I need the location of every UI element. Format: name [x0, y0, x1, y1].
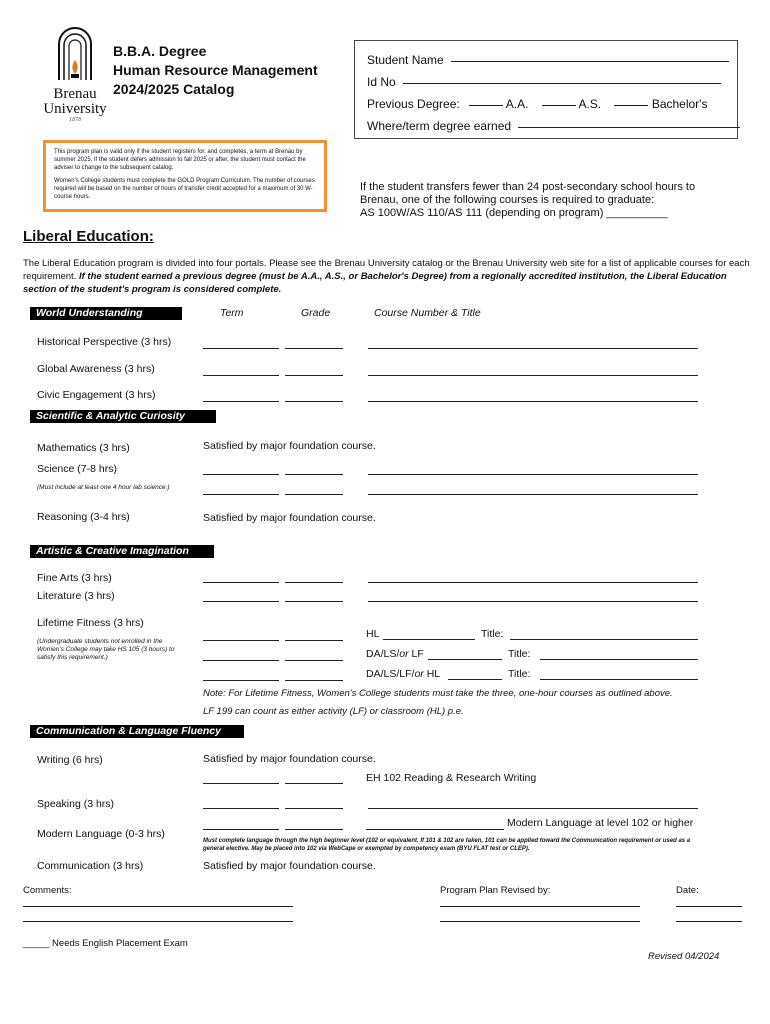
portal-artistic-imagination: Artistic & Creative Imagination	[30, 545, 214, 558]
finearts-course-field[interactable]	[368, 582, 698, 583]
science-grade-field-1[interactable]	[285, 474, 343, 475]
fitness-note-1: Note: For Lifetime Fitness, Women's College students must take the three, one-hour courses as outlined above.	[203, 688, 673, 699]
row-global: Global Awareness (3 hrs)	[37, 363, 155, 375]
as-check-field[interactable]	[542, 105, 576, 106]
fitness-title-field-1[interactable]	[510, 639, 698, 640]
student-info-box	[354, 40, 738, 139]
fitness-grade-field-2[interactable]	[285, 660, 343, 661]
bachelors-label: Bachelor's	[651, 97, 708, 111]
dalslf-prefix: DA/LS/LF/	[366, 668, 415, 680]
previous-degree-line	[367, 97, 707, 111]
portal-world-understanding: World Understanding	[30, 307, 182, 320]
civic-course-field[interactable]	[368, 401, 698, 402]
intro-plain: The Liberal Education program is divided into four portals. Please see the Brenau University catalog or the Brenau University web site for a list of applicable courses for each requirement.	[23, 258, 750, 282]
catalog-notice-box	[43, 140, 327, 212]
bachelors-check-field[interactable]	[614, 105, 648, 106]
global-grade-field[interactable]	[285, 375, 343, 376]
language-term-field[interactable]	[203, 829, 279, 830]
notice-gold: Women's College students must complete the GOLD Program Curriculum. The number of courses required will be based on the number of hours of transfer credit accepted for a maximum of 30 W-course hours.	[54, 178, 315, 200]
portal-communication: Communication & Language Fluency	[30, 725, 244, 738]
liberal-education-intro	[23, 257, 753, 296]
writing-satisfied: Satisfied by major foundation course.	[203, 753, 376, 765]
fitness-hl2-field[interactable]	[448, 679, 502, 680]
global-term-field[interactable]	[203, 375, 279, 376]
row-science: Science (7-8 hrs)	[37, 463, 117, 475]
transfer-line-1: If the student transfers fewer than 24 post-secondary school hours to	[360, 181, 696, 193]
row-historical: Historical Perspective (3 hrs)	[37, 336, 172, 348]
fitness-term-field-2[interactable]	[203, 660, 279, 661]
historical-term-field[interactable]	[203, 348, 279, 349]
science-course-field-2[interactable]	[368, 494, 698, 495]
id-label: Id No	[367, 75, 396, 89]
language-note: Must complete language through the high beginner level (102 or equivalent. If 101 & 102 are taken, 101 can be applied toward the Communication requirement or used as a general elective. May be placed into 102 via WebCape or exempted by competency exam (BYU FLAT test or CLEP).	[203, 838, 691, 852]
speaking-term-field[interactable]	[203, 808, 279, 809]
program-title: Human Resource Management	[113, 62, 318, 78]
where-earned-label: Where/term degree earned	[367, 119, 512, 133]
literature-course-field[interactable]	[368, 601, 698, 602]
date-label: Date:	[676, 885, 699, 896]
fitness-dals-hl-label	[366, 668, 440, 680]
aa-label: A.A.	[505, 97, 529, 111]
revised-by-field-2[interactable]	[440, 921, 640, 922]
row-reasoning: Reasoning (3-4 hrs)	[37, 511, 130, 523]
science-course-field-1[interactable]	[368, 474, 698, 475]
writing-grade-field[interactable]	[285, 783, 343, 784]
degree-title: B.B.A. Degree	[113, 43, 207, 59]
speaking-grade-field[interactable]	[285, 808, 343, 809]
literature-term-field[interactable]	[203, 601, 279, 602]
id-line	[367, 75, 721, 89]
hl-suffix: HL	[423, 668, 441, 680]
fitness-lf-field[interactable]	[428, 659, 502, 660]
column-term: Term	[220, 307, 244, 319]
eh102-course: EH 102 Reading & Research Writing	[366, 772, 537, 784]
science-lab-note: (Must include at least one 4 hour lab science.)	[37, 484, 170, 491]
finearts-term-field[interactable]	[203, 582, 279, 583]
date-field-1[interactable]	[676, 906, 742, 907]
where-earned-line	[367, 119, 740, 133]
historical-grade-field[interactable]	[285, 348, 343, 349]
fitness-grade-field-1[interactable]	[285, 640, 343, 641]
row-modern-language: Modern Language (0-3 hrs)	[37, 828, 165, 840]
brenau-logo	[42, 22, 108, 122]
fitness-term-field-3[interactable]	[203, 680, 279, 681]
revised-by-label: Program Plan Revised by:	[440, 885, 551, 896]
math-satisfied: Satisfied by major foundation course.	[203, 440, 376, 452]
fitness-title-label-3: Title:	[508, 668, 531, 680]
logo-tagline: 1878	[69, 117, 81, 123]
speaking-course-field[interactable]	[368, 808, 698, 809]
student-name-label: Student Name	[367, 53, 444, 67]
finearts-grade-field[interactable]	[285, 582, 343, 583]
as-label: A.S.	[578, 97, 602, 111]
science-grade-field-2[interactable]	[285, 494, 343, 495]
student-name-field[interactable]	[451, 61, 729, 62]
lf-suffix: LF	[408, 648, 424, 660]
liberal-education-heading: Liberal Education:	[23, 228, 154, 245]
date-field-2[interactable]	[676, 921, 742, 922]
comments-field-2[interactable]	[23, 921, 293, 922]
communication-satisfied: Satisfied by major foundation course.	[203, 860, 376, 872]
science-term-field-2[interactable]	[203, 494, 279, 495]
row-fine-arts: Fine Arts (3 hrs)	[37, 572, 112, 584]
fitness-note-2: LF 199 can count as either activity (LF) or classroom (HL) p.e.	[203, 706, 464, 717]
revision-date: Revised 04/2024	[648, 951, 720, 962]
where-earned-field[interactable]	[518, 127, 740, 128]
or-word-2: or	[414, 668, 424, 680]
logo-word-university: University	[43, 101, 107, 117]
page-title	[113, 42, 318, 99]
row-mathematics: Mathematics (3 hrs)	[37, 442, 130, 454]
science-term-field-1[interactable]	[203, 474, 279, 475]
language-grade-field[interactable]	[285, 829, 343, 830]
english-placement-check[interactable]: _____ Needs English Placement Exam	[23, 938, 188, 949]
fitness-grade-field-3[interactable]	[285, 680, 343, 681]
writing-term-field[interactable]	[203, 783, 279, 784]
language-course-field[interactable]	[366, 829, 504, 830]
arch-logo-icon	[55, 22, 95, 82]
comments-field-1[interactable]	[23, 906, 293, 907]
row-literature: Literature (3 hrs)	[37, 590, 115, 602]
dals-prefix: DA/LS/	[366, 648, 400, 660]
fitness-title-field-2[interactable]	[540, 659, 698, 660]
aa-check-field[interactable]	[469, 105, 503, 106]
fitness-hl-field[interactable]	[383, 639, 475, 640]
column-grade: Grade	[301, 307, 331, 319]
column-course: Course Number & Title	[374, 307, 481, 319]
row-speaking: Speaking (3 hrs)	[37, 798, 115, 810]
previous-degree-label: Previous Degree:	[367, 97, 460, 111]
student-name-line	[367, 53, 729, 67]
fitness-title-label-1: Title:	[481, 628, 504, 640]
fitness-hl-label: HL	[366, 628, 380, 640]
revised-by-field-1[interactable]	[440, 906, 640, 907]
row-communication: Communication (3 hrs)	[37, 860, 144, 872]
literature-grade-field[interactable]	[285, 601, 343, 602]
notice-validity: This program plan is valid only if the student registers for, and completes, a term at Brenau by summer 2025. If the student defers admission to fall 2025 or after, the student must contact the adviser to change to the subsequent catalog.	[54, 149, 306, 171]
civic-grade-field[interactable]	[285, 401, 343, 402]
reasoning-satisfied: Satisfied by major foundation course.	[203, 512, 376, 524]
transfer-line-2: Brenau, one of the following courses is required to graduate:	[360, 194, 655, 206]
intro-bold: If the student earned a previous degree (must be A.A., A.S., or Bachelor's Degree) from a regionally accredited institution, the Liberal Education section of the student's program is considered complete.	[23, 271, 727, 295]
catalog-title: 2024/2025 Catalog	[113, 81, 235, 97]
id-field[interactable]	[403, 83, 721, 84]
row-lifetime-fitness: Lifetime Fitness (3 hrs)	[37, 617, 144, 629]
portal-scientific-curiosity: Scientific & Analytic Curiosity	[30, 410, 216, 423]
civic-term-field[interactable]	[203, 401, 279, 402]
global-course-field[interactable]	[368, 375, 698, 376]
or-word: or	[399, 648, 409, 660]
row-civic: Civic Engagement (3 hrs)	[37, 389, 156, 401]
transfer-line-3: AS 100W/AS 110/AS 111 (depending on program) __________	[360, 207, 668, 219]
fitness-title-field-3[interactable]	[540, 679, 698, 680]
fitness-note: (Undergraduate students not enrolled in the Women's College may take HS 105 (3 hours) to satisfy this requirement.)	[37, 638, 175, 661]
historical-course-field[interactable]	[368, 348, 698, 349]
fitness-dals-lf-label	[366, 648, 424, 660]
logo-word-brenau: Brenau	[53, 86, 97, 102]
fitness-title-label-2: Title:	[508, 648, 531, 660]
row-writing: Writing (6 hrs)	[37, 754, 103, 766]
modern-language-requirement: Modern Language at level 102 or higher	[507, 817, 694, 829]
fitness-term-field-1[interactable]	[203, 640, 279, 641]
transfer-note	[360, 181, 740, 220]
comments-label: Comments:	[23, 885, 72, 896]
